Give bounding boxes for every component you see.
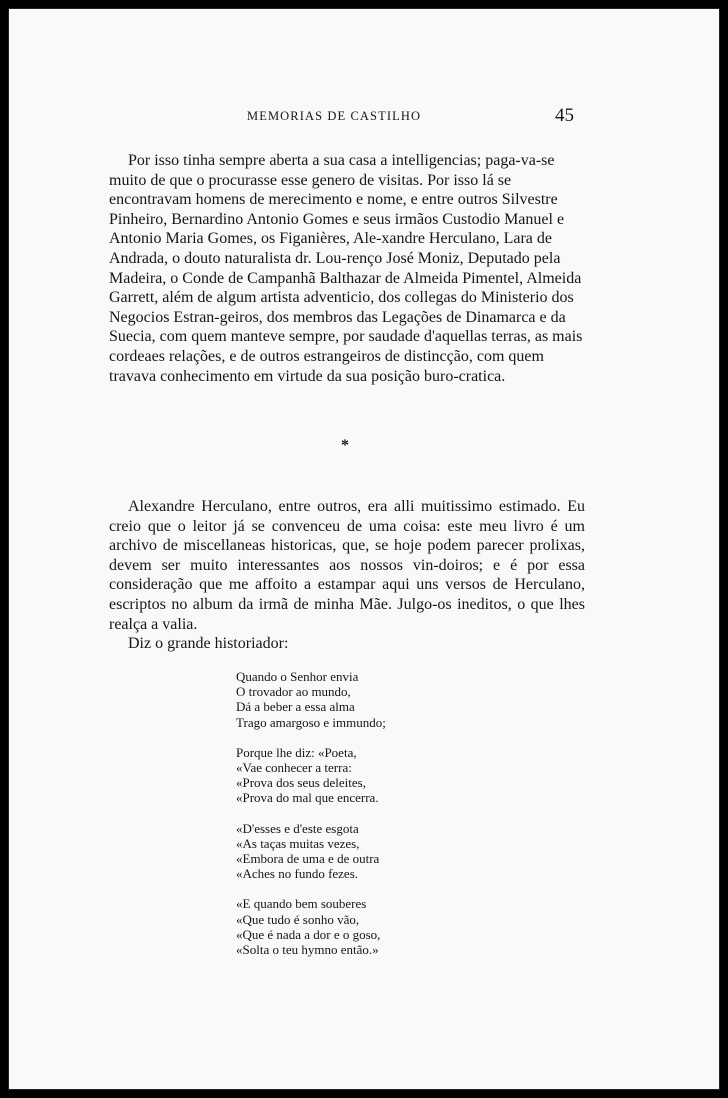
running-title: MEMORIAS DE CASTILHO — [247, 109, 422, 123]
paragraph-intro-verse: Diz o grande historiador: — [128, 635, 289, 653]
text-block-top — [109, 151, 585, 386]
poem-verse: Porque lhe diz: «Poeta, — [236, 744, 357, 760]
asterisk-separator: * — [341, 437, 349, 454]
poem-verse: «Prova dos seus deleites, — [236, 775, 366, 791]
paragraph-herculano: Alexandre Herculano, entre outros, era alli muitissimo estimado. Eu creio que o leitor já se convenceu de uma coisa: este meu livro é um archivo de miscellaneas historicas, que, se hoje podem parecer prolixas, devem ser muito interessantes aos nossos vin-doiros; e é por essa consideração que me affoito a estampar aqui uns versos de Herculano, escriptos no album da irmã de minha Mãe. Julgo-os ineditos, o que lhes realça a valia. — [109, 498, 585, 633]
text-block-middle — [109, 497, 585, 654]
poem-stanza — [236, 896, 386, 957]
poem-verse: «D'esses e d'este esgota — [236, 820, 359, 836]
poem-verse: «Prova do mal que encerra. — [236, 790, 379, 806]
poem-verse: «As taças muitas vezes, — [236, 835, 360, 851]
poem-verse: O trovador ao mundo, — [236, 684, 351, 700]
poem-verse: «E quando bem souberes — [236, 896, 367, 912]
poem-verse: «Vae conhecer a terra: — [236, 760, 352, 776]
poem-stanza — [236, 821, 386, 882]
page-number: 45 — [555, 105, 574, 126]
poem-verse: «Aches no fundo fezes. — [236, 866, 359, 882]
running-head — [9, 105, 721, 129]
poem-stanza — [236, 745, 386, 806]
poem-stanza — [236, 669, 386, 730]
book-page — [8, 8, 720, 1090]
poem-verse: «Que tudo é sonho vão, — [236, 911, 360, 927]
poem — [236, 669, 386, 972]
poem-verse: Trago amargoso e immundo; — [236, 714, 386, 730]
poem-verse: «Embora de uma e de outra — [236, 851, 380, 867]
poem-verse: Dá a beber a essa alma — [236, 699, 355, 715]
paragraph-hospitality: Por isso tinha sempre aberta a sua casa a intelligencias; paga-va-se muito de que o procurasse esse genero de visitas. Por isso lá se encontravam homens de merecimento e nome, e entre outros Silvestre Pinheiro, Bernardino Antonio Gomes e seus irmãos Custodio Manuel e Antonio Maria Gomes, os Figanières, Ale-xandre Herculano, Lara de Andrada, o douto naturalista dr. Lou-renço José Moniz, Deputado pela Madeira, o Conde de Campanhã Balthazar de Almeida Pimentel, Almeida Garrett, além de algum artista adventicio, dos collegas do Ministerio dos Negocios Estran-geiros, dos membros das Legações de Dinamarca e da Suecia, com quem manteve sempre, por saudade d'aquellas terras, as mais cordeaes relações, e de outros estrangeiros de distincção, com quem travava conhecimento em virtude da sua posição buro-cratica. — [109, 152, 583, 385]
poem-verse: Quando o Senhor envia — [236, 669, 359, 684]
poem-verse: «Solta o teu hymno então.» — [236, 942, 379, 958]
poem-verse: «Que é nada a dor e o goso, — [236, 926, 381, 942]
